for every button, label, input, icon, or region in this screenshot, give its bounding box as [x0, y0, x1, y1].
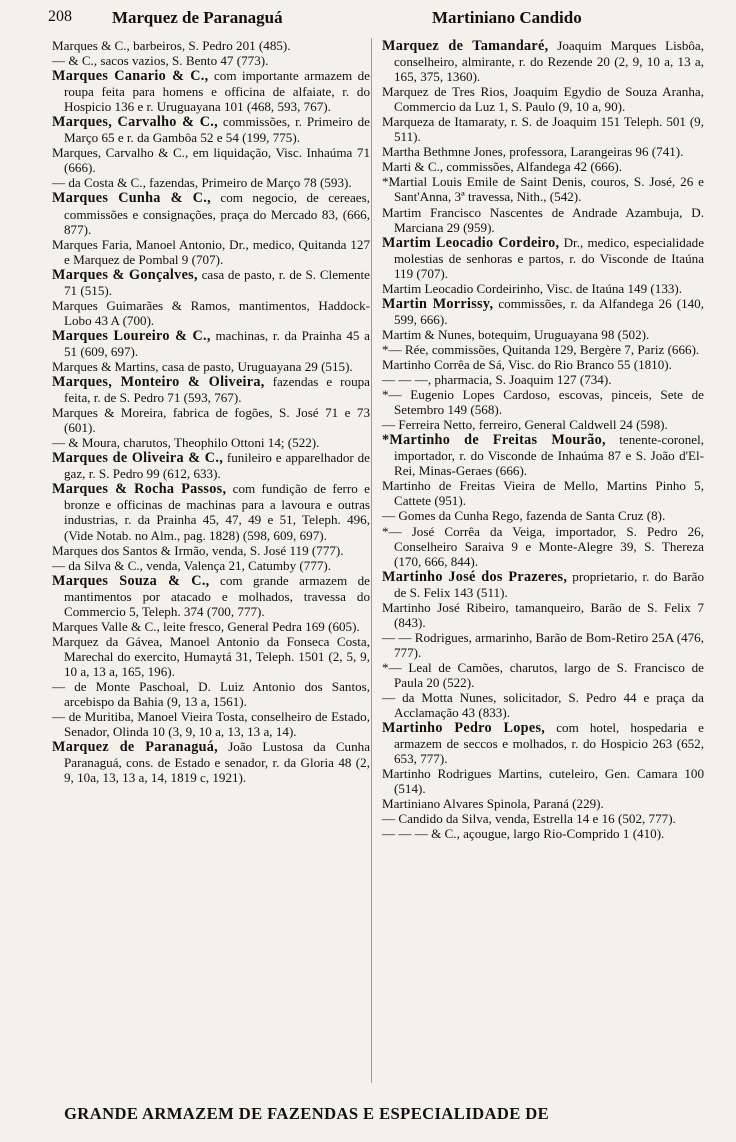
directory-entry — [382, 296, 704, 327]
directory-entry — [52, 190, 370, 236]
entry-text: Martinho José Ribeiro, tamanqueiro, Barão de S. Felix 7 (843). — [382, 599, 704, 630]
entry-text: com hotel, hospedaria e armazem de seccos e molhados, r. do Hospicio 263 (652, 653, 777). — [394, 720, 704, 767]
directory-entry — [52, 739, 370, 785]
directory-entry — [52, 558, 370, 573]
directory-entry — [52, 481, 370, 542]
page-number: 208 — [48, 8, 72, 25]
entry-name: Marques & Rocha Passos, — [52, 481, 227, 498]
directory-entry — [52, 619, 370, 634]
directory-entry — [382, 144, 704, 159]
entry-text: *— Rée, commissões, Quitanda 129, Bergère 7, Pariz (666). — [382, 341, 700, 357]
entry-text: funileiro e apparelhador de gaz, r. S. Pedro 99 (612, 633). — [64, 450, 370, 482]
directory-entry — [52, 435, 370, 450]
directory-entry — [382, 342, 704, 357]
directory-entry — [382, 281, 704, 296]
directory-entry — [382, 508, 704, 523]
entry-text: Marqueza de Itamaraty, r. S. de Joaquim 151 Teleph. 501 (9, 511). — [382, 114, 704, 145]
directory-entry — [382, 600, 704, 630]
directory-entry — [52, 679, 370, 709]
entry-text: Marquez de Tres Rios, Joaquim Egydio de Souza Aranha, Commercio da Luz 1, S. Paulo (9, 10 a, 90). — [382, 84, 704, 115]
directory-entry — [382, 38, 704, 84]
entry-text: Marti & C., commissões, Alfandega 42 (666). — [382, 159, 623, 175]
directory-entry — [382, 159, 704, 174]
directory-entry — [52, 38, 370, 53]
running-head-right: Martiniano Candido — [432, 8, 582, 27]
entry-name: Marquez de Paranaguá, — [52, 739, 219, 756]
entry-text: com importante armazem de roupa feita para homens e officina de alfaiate, r. do Hospicio 136 e r. Uruguayana 101 (468, 593, 767). — [64, 68, 370, 115]
entry-text: Martinho Corrêa de Sá, Visc. do Rio Branco 55 (1810). — [382, 356, 672, 372]
entry-text: Marques Faria, Manoel Antonio, Dr., medico, Quitanda 127 e Marquez de Pombal 9 (707). — [52, 236, 370, 267]
entry-text: proprietario, r. do Barão de S. Felix 143 (511). — [394, 568, 704, 600]
entry-text: tenente-coronel, importador, r. do Visconde de Inhaúma 87 e S. João d'El-Rei, Minas-Geraes (666). — [394, 432, 704, 479]
entry-text: com fundição de ferro e bronze e officinas de machinas para a lavoura e outras industrias, r. da Prainha 45, 47, 49 e 51, Teleph. 496, (Vide Notab. no Alm., pag. 1828) (598, 609, 697). — [64, 481, 370, 543]
entry-text: *— Eugenio Lopes Cardoso, escovas, pinceis, Sete de Setembro 149 (568). — [382, 387, 704, 418]
directory-entry — [382, 174, 704, 204]
directory-entry — [382, 235, 704, 281]
directory-entry — [382, 327, 704, 342]
entry-text: Marques & C., barbeiros, S. Pedro 201 (485). — [52, 38, 291, 53]
entry-text: — da Silva & C., venda, Valença 21, Catumby (777). — [52, 557, 332, 573]
directory-entry — [382, 357, 704, 372]
entry-text: Martinho Rodrigues Martins, cuteleiro, Gen. Camara 100 (514). — [382, 766, 704, 797]
entry-text: *Martial Louis Emile de Saint Denis, couros, S. José, 26 e Sant'Anna, 3ª travessa, Nith., (542). — [382, 174, 704, 205]
entry-text: — & C., sacos vazios, S. Bento 47 (773). — [52, 53, 269, 69]
directory-entry — [52, 573, 370, 619]
directory-entry — [382, 630, 704, 660]
entry-text: João Lustosa da Cunha Paranaguá, cons. de Estado e senador, r. da Gloria 48 (2, 9, 10a, 13, 13 a, 14, 1819 c, 1921). — [64, 739, 371, 786]
entry-name: Marques Canario & C., — [52, 68, 209, 85]
entry-name: Marques Souza & C., — [52, 572, 210, 589]
directory-entry — [382, 387, 704, 417]
directory-entry — [52, 298, 370, 328]
entry-name: Marques & Gonçalves, — [52, 266, 198, 283]
directory-entry — [382, 372, 704, 387]
directory-entry — [382, 811, 704, 826]
directory-entry — [52, 267, 370, 298]
directory-entry — [382, 569, 704, 600]
entry-name: Marques, Monteiro & Oliveira, — [52, 374, 265, 391]
right-column — [382, 38, 704, 841]
entry-name: Martinho José dos Prazeres, — [382, 568, 568, 585]
directory-entry — [52, 634, 370, 679]
entry-text: — de Monte Paschoal, D. Luiz Antonio dos Santos, arcebispo da Bahia (9, 13 a, 1561). — [52, 678, 370, 710]
entry-name: Marquez de Tamandaré, — [382, 38, 549, 54]
directory-entry — [52, 68, 370, 114]
directory-entry — [382, 524, 704, 569]
entry-text: — Gomes da Cunha Rego, fazenda de Santa Cruz (8). — [382, 508, 666, 524]
entry-name: Martin Morrissy, — [382, 295, 494, 312]
directory-entry — [382, 478, 704, 508]
entry-text: — da Motta Nunes, solicitador, S. Pedro 44 e praça da Acclamação 43 (833). — [382, 690, 704, 721]
directory-entry — [52, 328, 370, 359]
entry-text: *— Leal de Camões, charutos, largo de S. Francisco de Paula 20 (522). — [382, 659, 704, 690]
entry-text: Marques Guimarães & Ramos, mantimentos, Haddock-Lobo 43 A (700). — [52, 297, 370, 328]
directory-entry — [382, 432, 704, 478]
entry-name: *Martinho de Freitas Mourão, — [382, 432, 606, 449]
entry-name: Marques Cunha & C., — [52, 190, 211, 207]
entry-text: commissões, r. Primeiro de Março 65 e r. da Gambôa 52 e 54 (199, 775). — [64, 114, 370, 146]
directory-entry — [52, 450, 370, 481]
directory-entry — [52, 53, 370, 68]
entry-text: com grande armazem de mantimentos por atacado e molhados, travessa do Commercio 5, Teleph. 374 (700, 777). — [64, 572, 370, 619]
directory-entry — [52, 237, 370, 267]
entry-text: *— José Corrêa da Veiga, importador, S. Pedro 26, Conselheiro Saraiva 9 e Monte-Alegre 39, S. Thereza (170, 666, 844). — [382, 523, 704, 569]
directory-entry — [52, 709, 370, 739]
entry-text: Martiniano Alvares Spinola, Paraná (229). — [382, 796, 604, 812]
entry-text: commissões, r. da Alfandega 26 (140, 599, 666). — [394, 295, 704, 327]
directory-entry — [52, 359, 370, 374]
directory-entry — [52, 374, 370, 405]
directory-entry — [382, 114, 704, 144]
entry-text: Marques dos Santos & Irmão, venda, S. José 119 (777). — [52, 542, 344, 558]
directory-entry — [382, 796, 704, 811]
entry-text: Marques & Martins, casa de pasto, Uruguayana 29 (515). — [52, 358, 353, 374]
entry-text: Martha Bethmne Jones, professora, Larangeiras 96 (741). — [382, 144, 684, 160]
entry-text: Marques, Carvalho & C., em liquidação, Visc. Inhaúma 71 (666). — [52, 145, 370, 176]
directory-entry — [382, 417, 704, 432]
directory-entry — [52, 114, 370, 145]
directory-entry — [52, 543, 370, 558]
entry-text: Marques & Moreira, fabrica de fogões, S. José 71 e 73 (601). — [52, 405, 370, 436]
entry-text: Martim Leocadio Cordeirinho, Visc. de Itaúna 149 (133). — [382, 280, 683, 296]
entry-text: com negocio, de cereaes, commissões e consignações, praça do Mercado 83, (666, 877). — [64, 190, 370, 237]
entry-text: — da Costa & C., fazendas, Primeiro de Março 78 (593). — [52, 175, 352, 191]
entry-text: — Ferreira Netto, ferreiro, General Caldwell 24 (598). — [382, 417, 668, 433]
entry-text: machinas, r. da Prainha 45 a 51 (609, 697). — [64, 327, 370, 359]
entry-text: Dr., medico, especialidade molestias de senhoras e partos, r. do Visconde de Itaúna 119 (707). — [394, 234, 704, 281]
directory-entry — [52, 405, 370, 435]
entry-name: Marques de Oliveira & C., — [52, 450, 224, 467]
entry-name: Marques Loureiro & C., — [52, 327, 211, 344]
running-head-left: Marquez de Paranaguá — [112, 8, 283, 27]
entry-name: Marques, Carvalho & C., — [52, 114, 219, 131]
directory-entry — [382, 205, 704, 235]
column-divider — [371, 38, 372, 1083]
entry-text: — — —, pharmacia, S. Joaquim 127 (734). — [382, 372, 612, 388]
entry-text: — Candido da Silva, venda, Estrella 14 e 16 (502, 777). — [382, 811, 676, 827]
directory-entry — [382, 84, 704, 114]
entry-text: — — Rodrigues, armarinho, Barão de Bom-Retiro 25A (476, 777). — [382, 629, 704, 660]
directory-entry — [382, 690, 704, 720]
entry-text: Joaquim Marques Lisbôa, conselheiro, almirante, r. do Rezende 20 (2, 9, 10 a, 13 a, 165, 375, 1360). — [394, 38, 705, 85]
directory-entry — [52, 175, 370, 190]
entry-text: casa de pasto, r. de S. Clemente 71 (515). — [64, 266, 370, 298]
entry-text: Martinho de Freitas Vieira de Mello, Martins Pinho 5, Cattete (951). — [382, 478, 704, 509]
directory-entry — [382, 826, 704, 841]
directory-entry — [382, 720, 704, 766]
directory-entry — [382, 660, 704, 690]
entry-name: Martim Leocadio Cordeiro, — [382, 234, 560, 251]
entry-text: — — — & C., açougue, largo Rio-Comprido 1 (410). — [382, 826, 665, 842]
entry-text: Martim & Nunes, botequim, Uruguayana 98 (502). — [382, 326, 650, 342]
entry-text: Marquez da Gávea, Manoel Antonio da Fonseca Costa, Marechal do exercito, Humaytá 31, Teleph. 1501 (2, 5, 9, 10 a, 13 a, 165, 196). — [52, 633, 370, 679]
footer-banner: GRANDE ARMAZEM DE FAZENDAS E ESPECIALIDADE DE — [64, 1104, 550, 1123]
directory-entry — [382, 766, 704, 796]
entry-text: Marques Valle & C., leite fresco, General Pedra 169 (605). — [52, 618, 360, 634]
left-column — [52, 38, 370, 785]
directory-entry — [52, 145, 370, 175]
entry-text: — de Muritiba, Manoel Vieira Tosta, conselheiro de Estado, Senador, Olinda 10 (3, 9, 10 a, 13, 13 a, 14). — [52, 709, 370, 740]
entry-text: fazendas e roupa feita, r. de S. Pedro 71 (593, 767). — [64, 374, 370, 406]
entry-name: Martinho Pedro Lopes, — [382, 720, 546, 737]
entry-text: Martim Francisco Nascentes de Andrade Azambuja, D. Marciana 29 (959). — [382, 204, 704, 235]
entry-text: — & Moura, charutos, Theophilo Ottoni 14; (522). — [52, 435, 320, 451]
